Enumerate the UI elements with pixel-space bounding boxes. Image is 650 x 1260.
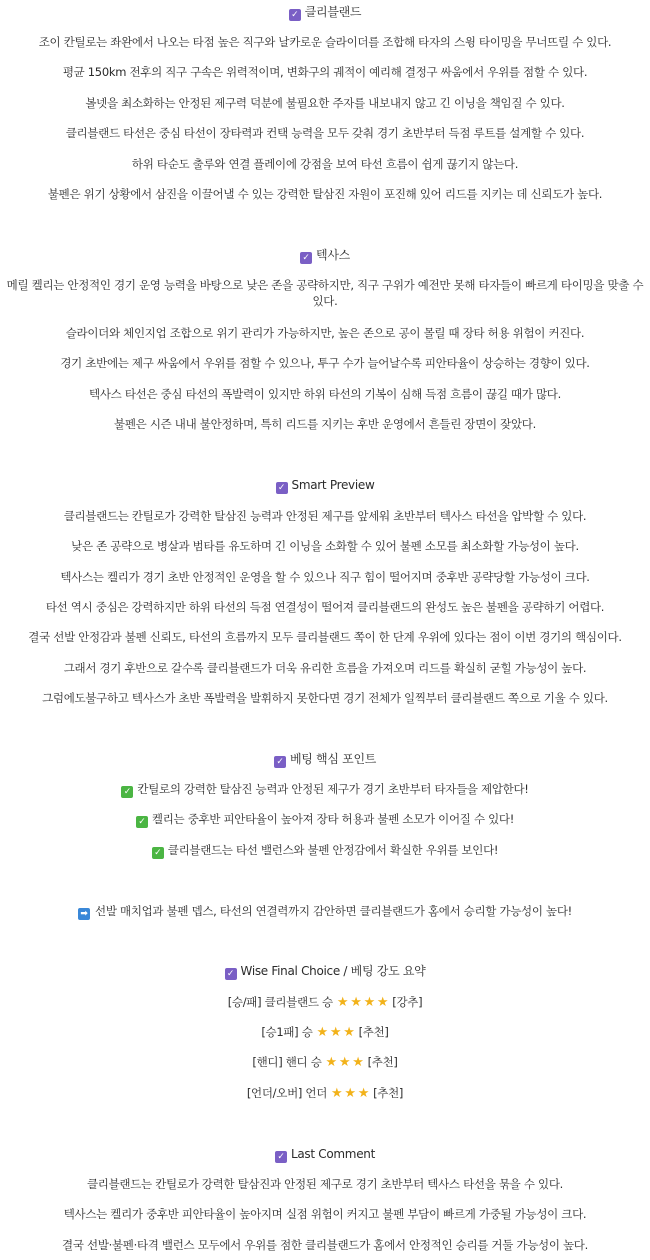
paragraph-line: 볼넷을 최소화하는 안정된 제구력 덕분에 불필요한 주자를 내보내지 않고 긴 이닝을 책임질 수 있다. (85, 96, 565, 110)
paragraph-line: 슬라이더와 체인지업 조합으로 위기 관리가 가능하지만, 높은 존으로 공이 몰릴 때 장타 허용 위험이 커진다. (65, 326, 585, 340)
paragraph-line: 텍사스는 켈리가 중후반 피안타율이 높아지며 실점 위험이 커지고 불펜 부담이 빠르게 가중될 가능성이 크다. (63, 1207, 587, 1221)
star-icon: ★ (338, 1055, 351, 1070)
paragraph-line: 그래서 경기 후반으로 갈수록 클리블랜드가 더욱 유리한 흐름을 가져오며 리드를 확실히 굳힐 가능성이 높다. (63, 661, 587, 675)
section-heading-texas (0, 247, 650, 264)
paragraph-line: 평균 150km 전후의 직구 구속은 위력적이며, 변화구의 궤적이 예리해 결정구 싸움에서 우위를 점할 수 있다. (62, 65, 588, 79)
paragraph-line: 텍사스 타선은 중심 타선의 폭발력이 있지만 하위 타선의 기복이 심해 득점 흐름이 끊길 때가 많다. (89, 387, 561, 401)
check-box-icon: ✓ (275, 1151, 287, 1163)
check-box-icon: ✓ (300, 252, 312, 264)
paragraph-line: 조이 칸틸로는 좌완에서 나오는 타점 높은 직구와 날카로운 슬라이더를 조합해 타자의 스윙 타이밍을 무너뜨릴 수 있다. (38, 35, 612, 49)
paragraph-line: 그럼에도불구하고 텍사스가 초반 폭발력을 발휘하지 못한다면 경기 전체가 일찍부터 클리블랜드 쪽으로 기울 수 있다. (42, 691, 608, 705)
key-point-item (0, 811, 650, 828)
star-icon: ★ (336, 995, 349, 1010)
green-check-icon: ✓ (152, 847, 164, 859)
green-check-icon: ✓ (136, 816, 148, 828)
paragraph-line: 불펜은 시즌 내내 불안정하며, 특히 리드를 지키는 후반 운영에서 흔들린 장면이 잦았다. (114, 417, 536, 431)
star-icon: ★ (352, 1055, 364, 1070)
star-icon: ★ (316, 1025, 328, 1040)
section-heading-smart-preview (0, 477, 650, 494)
star-icon: ★ (331, 1086, 343, 1101)
pick-row (0, 994, 650, 1011)
key-point-item (0, 781, 650, 798)
pick-tag: [추천] (358, 1025, 389, 1039)
pick-label: [승/패] 클리블랜드 승 (227, 995, 333, 1009)
check-box-icon: ✓ (274, 756, 286, 768)
section-title: 클리블랜드 (304, 5, 362, 19)
paragraph-line: 클리블랜드 타선은 중심 타선이 장타력과 컨택 능력을 모두 갖춰 경기 초반부터 득점 루트를 설계할 수 있다. (65, 126, 585, 140)
key-point-text: 켈리는 중후반 피안타율이 높아져 장타 허용과 불펜 소모가 이어질 수 있다! (151, 812, 515, 826)
conclusion-line (0, 903, 650, 920)
paragraph-line: 클리블랜드는 칸틸로가 강력한 탈삼진과 안정된 제구로 경기 초반부터 텍사스 타선을 묶을 수 있다. (87, 1177, 563, 1191)
paragraph-line: 텍사스는 켈리가 경기 초반 안정적인 운영을 할 수 있으나 직구 힘이 떨어지며 중후반 공략당할 가능성이 크다. (60, 570, 590, 584)
green-check-icon: ✓ (121, 786, 133, 798)
star-rating (330, 1086, 370, 1100)
paragraph-line: 결국 선발 안정감과 불펜 신뢰도, 타선의 흐름까지 모두 클리블랜드 쪽이 한 단계 우위에 있다는 점이 이번 경기의 핵심이다. (28, 630, 622, 644)
star-icon: ★ (344, 1086, 356, 1101)
pick-row (0, 1024, 650, 1041)
star-rating (316, 1025, 356, 1039)
section-heading-final-choice (0, 963, 650, 980)
paragraph-line: 메릴 켈리는 안정적인 경기 운영 능력을 바탕으로 낮은 존을 공략하지만, 직구 구위가 예전만 못해 타자들이 빠르게 타이밍을 맞출 수 있다. (6, 278, 644, 308)
section-heading-last-comment (0, 1146, 650, 1163)
pick-label: [승1패] 승 (261, 1025, 313, 1039)
section-title: Smart Preview (291, 478, 375, 492)
pick-tag: [강추] (392, 995, 423, 1009)
star-icon: ★ (329, 1025, 342, 1040)
paragraph-line: 경기 초반에는 제구 싸움에서 우위를 점할 수 있으나, 투구 수가 늘어날수록 피안타율이 상승하는 경향이 있다. (60, 356, 590, 370)
section-title: Wise Final Choice / 베팅 강도 요약 (240, 964, 426, 978)
paragraph-line: 하위 타순도 출루와 연결 플레이에 강점을 보여 타선 흐름이 쉽게 끊기지 않는다. (131, 157, 519, 171)
star-icon: ★ (357, 1086, 370, 1101)
check-box-icon: ✓ (225, 968, 237, 980)
conclusion-text: 선발 매치업과 불펜 뎁스, 타선의 연결력까지 감안하면 클리블랜드가 홈에서 승리할 가능성이 높다! (95, 904, 572, 918)
check-box-icon: ✓ (276, 482, 288, 494)
key-point-item (0, 842, 650, 859)
pick-tag: [추천] (373, 1086, 404, 1100)
star-icon: ★ (325, 1055, 337, 1070)
right-arrow-icon: ➡ (78, 908, 90, 920)
paragraph-line: 클리블랜드는 칸틸로가 강력한 탈삼진 능력과 안정된 제구를 앞세워 초반부터 텍사스 타선을 압박할 수 있다. (63, 509, 587, 523)
pick-label: [언더/오버] 언더 (246, 1086, 328, 1100)
section-heading-key-points (0, 751, 650, 768)
pick-row (0, 1054, 650, 1071)
star-rating (325, 1055, 365, 1069)
paragraph-line: 낮은 존 공략으로 병살과 범타를 유도하며 긴 이닝을 소화할 수 있어 불펜 소모를 최소화할 가능성이 높다. (71, 539, 579, 553)
pick-label: [핸디] 핸디 승 (252, 1055, 322, 1069)
section-heading-cleveland (0, 4, 650, 21)
section-title: 베팅 핵심 포인트 (289, 752, 377, 766)
star-rating (336, 995, 389, 1009)
paragraph-line: 결국 선발·불펜·타격 밸런스 모두에서 우위를 점한 클리블랜드가 홈에서 안정적인 승리를 거둘 가능성이 높다. (62, 1238, 588, 1252)
pick-row (0, 1085, 650, 1102)
paragraph-line: 타선 역시 중심은 강력하지만 하위 타선의 득점 연결성이 떨어져 클리블랜드의 완성도 높은 불펜을 공략하기 어렵다. (45, 600, 605, 614)
star-icon: ★ (343, 1025, 355, 1040)
key-point-text: 칸틸로의 강력한 탈삼진 능력과 안정된 제구가 경기 초반부터 타자들을 제압한다! (137, 782, 529, 796)
star-icon: ★ (376, 995, 389, 1010)
section-title: Last Comment (290, 1147, 375, 1161)
star-icon: ★ (350, 995, 362, 1010)
star-icon: ★ (363, 995, 375, 1010)
key-point-text: 클리블랜드는 타선 밸런스와 불펜 안정감에서 확실한 우위를 보인다! (167, 843, 499, 857)
check-box-icon: ✓ (289, 9, 301, 21)
section-title: 텍사스 (316, 248, 350, 262)
paragraph-line: 불펜은 위기 상황에서 삼진을 이끌어낼 수 있는 강력한 탈삼진 자원이 포진해 있어 리드를 지키는 데 신뢰도가 높다. (47, 187, 603, 201)
pick-tag: [추천] (367, 1055, 398, 1069)
